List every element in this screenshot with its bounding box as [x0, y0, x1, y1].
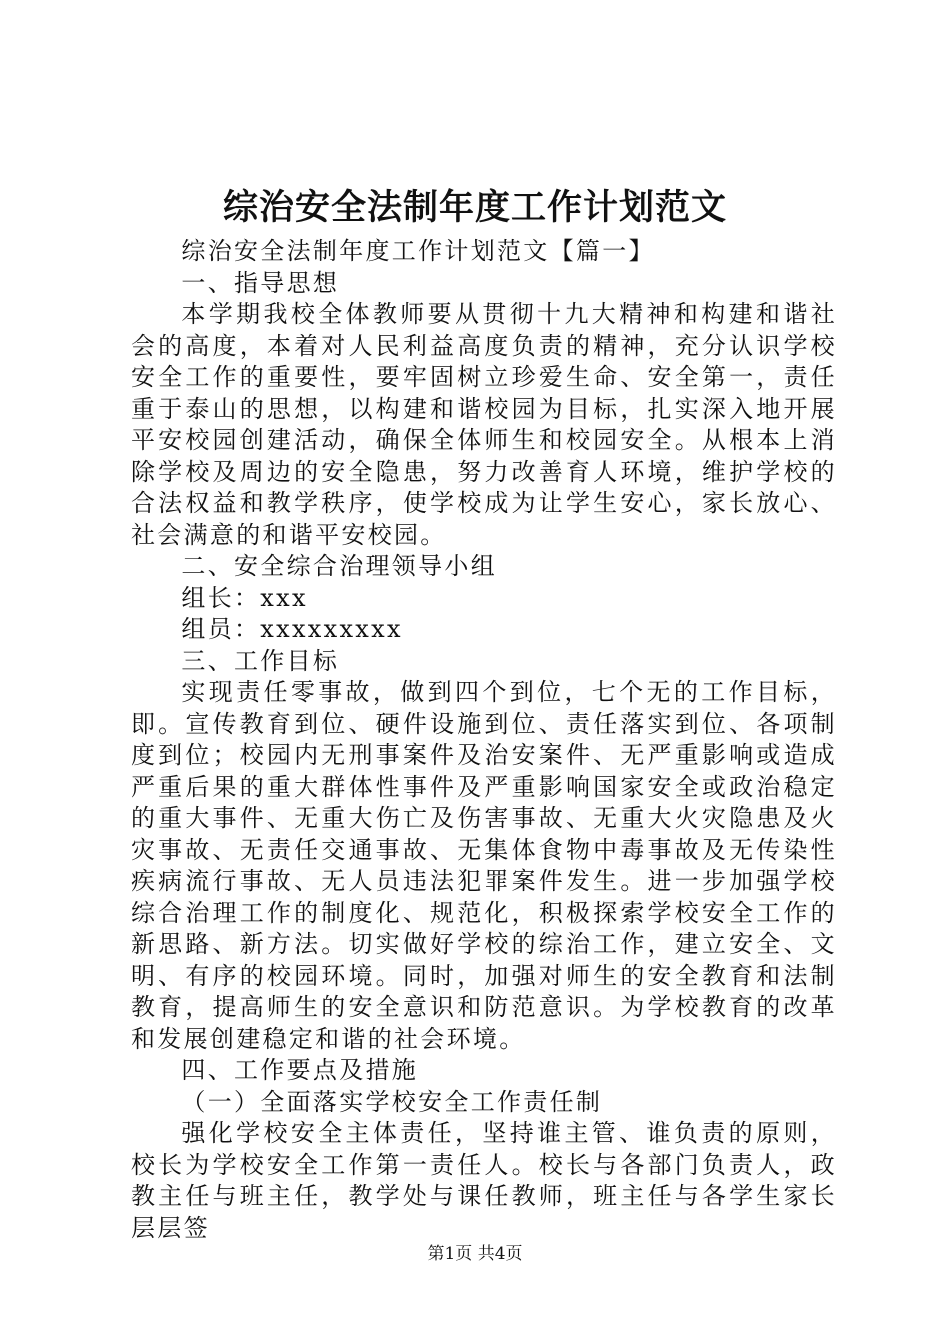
paragraph-guiding-thought: 本学期我校全体教师要从贯彻十九大精神和构建和谐社会的高度，本着对人民利益高度负责的精神，充分认识学校安全工作的重要性，要牢固树立珍爱生命、安全第一，责任重于泰山的思想，以构建和谐校园为目标，扎实深入地开展平安校园创建活动，确保全体师生和校园安全。从根本上消除学校及周边的安全隐患，努力改善育人环境，维护学校的合法权益和教学秩序，使学校成为让学生安心，家长放心、社会满意的和谐平安校园。 — [131, 300, 837, 549]
heading-key-points: 四、工作要点及措施 — [181, 1056, 419, 1084]
document-title: 综治安全法制年度工作计划范文 — [222, 187, 727, 228]
heading-guiding-thought: 一、指导思想 — [181, 268, 340, 297]
section-subtitle: 综治安全法制年度工作计划范文【篇一】 — [181, 237, 655, 265]
paragraph-responsibility-system: 强化学校安全主体责任，坚持谁主管、谁负责的原则，校长为学校安全工作第一责任人。校长与各部门负责人，政教主任与班主任，教学处与课任教师，班主任与各学生家长层层签 — [131, 1119, 837, 1242]
paragraph-work-goals: 实现责任零事故，做到四个到位，七个无的工作目标，即。宣传教育到位、硬件设施到位、责任落实到位、各项制度到位；校园内无刑事案件及治安案件、无严重影响或造成严重后果的重大群体性事件及严重影响国家安全或政治稳定的重大事件、无重大伤亡及伤害事故、无重大火灾隐患及火灾事故、无责任交通事故、无集体食物中毒事故及无传染性疾病流行事故、无人员违法犯罪案件发生。进一步加强学校综合治理工作的制度化、规范化，积极探索学校安全工作的新思路、新方法。切实做好学校的综治工作，建立安全、文明、有序的校园环境。同时，加强对师生的安全教育和法制教育，提高师生的安全意识和防范意识。为学校教育的改革和发展创建稳定和谐的社会环境。 — [131, 678, 837, 1053]
subheading-responsibility-system: （一）全面落实学校安全工作责任制 — [181, 1087, 603, 1116]
heading-work-goals: 三、工作目标 — [181, 646, 340, 675]
heading-leadership-group: 二、安全综合治理领导小组 — [181, 552, 497, 580]
group-members-line: 组员：xxxxxxxxx — [181, 615, 403, 643]
document-body — [131, 236, 837, 1244]
page-number-footer: 第1页 共4页 — [427, 1244, 523, 1264]
group-leader-line: 组长：xxx — [181, 583, 308, 612]
